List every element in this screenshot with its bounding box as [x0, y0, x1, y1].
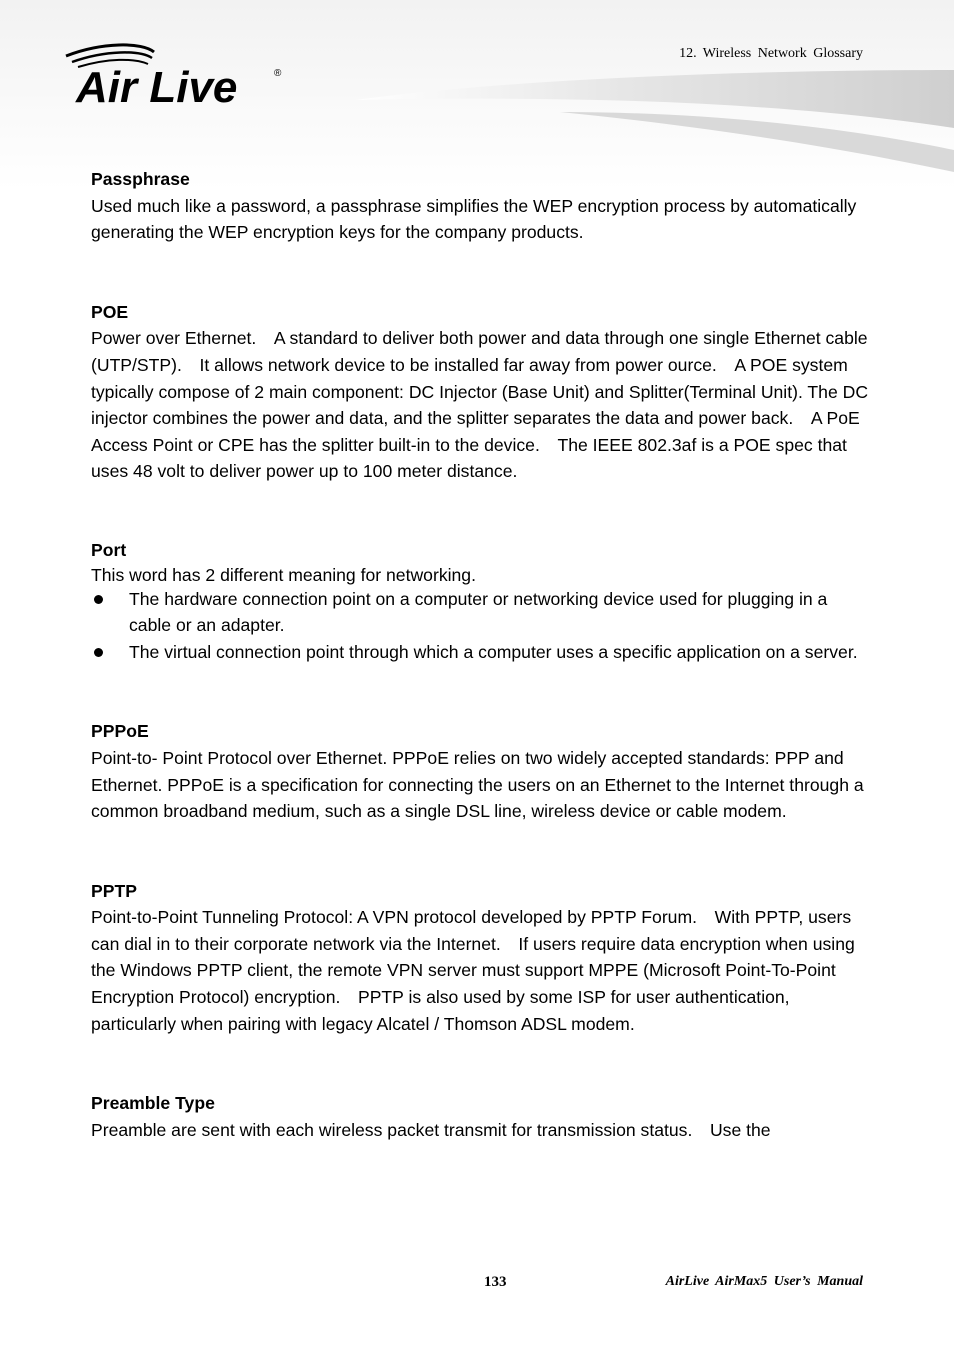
- page-footer: [0, 1274, 954, 1296]
- list-item: [91, 639, 869, 666]
- term-heading: POE: [91, 301, 129, 322]
- term-definition: Point-to- Point Protocol over Ethernet. PPPoE relies on two widely accepted standards: PPP and Ethernet. PPPoE is a specification for connecting the users on an Ethernet to the Internet through a common broadband medium, such as a single DSL line, wireless device or cable modem.: [91, 747, 864, 822]
- logo-wordmark: Air Live: [76, 63, 238, 110]
- glossary-entry-poe: [91, 299, 869, 485]
- chapter-title: 12. Wireless Network Glossary: [679, 46, 863, 61]
- bullet-icon: [94, 595, 103, 604]
- term-definition: This word has 2 different meaning for networking.: [91, 564, 476, 585]
- airlive-logo: [62, 40, 292, 110]
- logo-registered-mark: ®: [274, 68, 282, 79]
- page-header: [0, 0, 954, 190]
- page-number: 133: [484, 1274, 507, 1290]
- glossary-entry-port: [91, 537, 869, 665]
- term-definition: Power over Ethernet. A standard to deliver both power and data through one single Ethernet cable (UTP/STP). It allows network device to be installed far away from power ource. A POE system typically compose of 2 main component: DC Injector (Base Unit) and Splitter(Terminal Unit). The DC injector combines the power and data, and the splitter separates the data and power back. A PoE Access Point or CPE has the splitter built-in to the device. The IEEE 802.3af is a POE spec that uses 48 volt to deliver power up to 100 meter distance.: [91, 328, 869, 482]
- list-item: [91, 586, 869, 639]
- term-heading: Port: [91, 539, 127, 560]
- glossary-content: [91, 166, 869, 1196]
- list-item-text: The virtual connection point through which a computer uses a specific application on a server.: [129, 641, 858, 662]
- glossary-entry-pppoe: [91, 718, 869, 824]
- term-definition: Preamble are sent with each wireless packet transmit for transmission status. Use the: [91, 1119, 771, 1140]
- glossary-entry-passphrase: [91, 166, 869, 246]
- list-item-text: The hardware connection point on a computer or networking device used for plugging in a cable or an adapter.: [129, 588, 828, 636]
- term-definition: Used much like a password, a passphrase simplifies the WEP encryption process by automatically generating the WEP encryption keys for the company products.: [91, 195, 857, 243]
- bullet-list: [91, 586, 869, 666]
- term-definition: Point-to-Point Tunneling Protocol: A VPN protocol developed by PPTP Forum. With PPTP, users can dial in to their corporate network via the Internet. If users require data encryption when using the Windows PPTP client, the remote VPN server must support MPPE (Microsoft Point-To-Point Encryption Protocol) encryption. PPTP is also used by some ISP for user authentication, particularly when pairing with legacy Alcatel / Thomson ADSL modem.: [91, 907, 855, 1034]
- term-heading: Preamble Type: [91, 1093, 215, 1114]
- term-heading: PPTP: [91, 880, 137, 901]
- manual-title: AirLive AirMax5 User’s Manual: [665, 1274, 863, 1289]
- glossary-entry-pptp: [91, 878, 869, 1038]
- term-heading: Passphrase: [91, 169, 190, 189]
- term-heading: PPPoE: [91, 721, 149, 742]
- bullet-icon: [94, 648, 103, 657]
- glossary-entry-preamble-type: [91, 1090, 869, 1143]
